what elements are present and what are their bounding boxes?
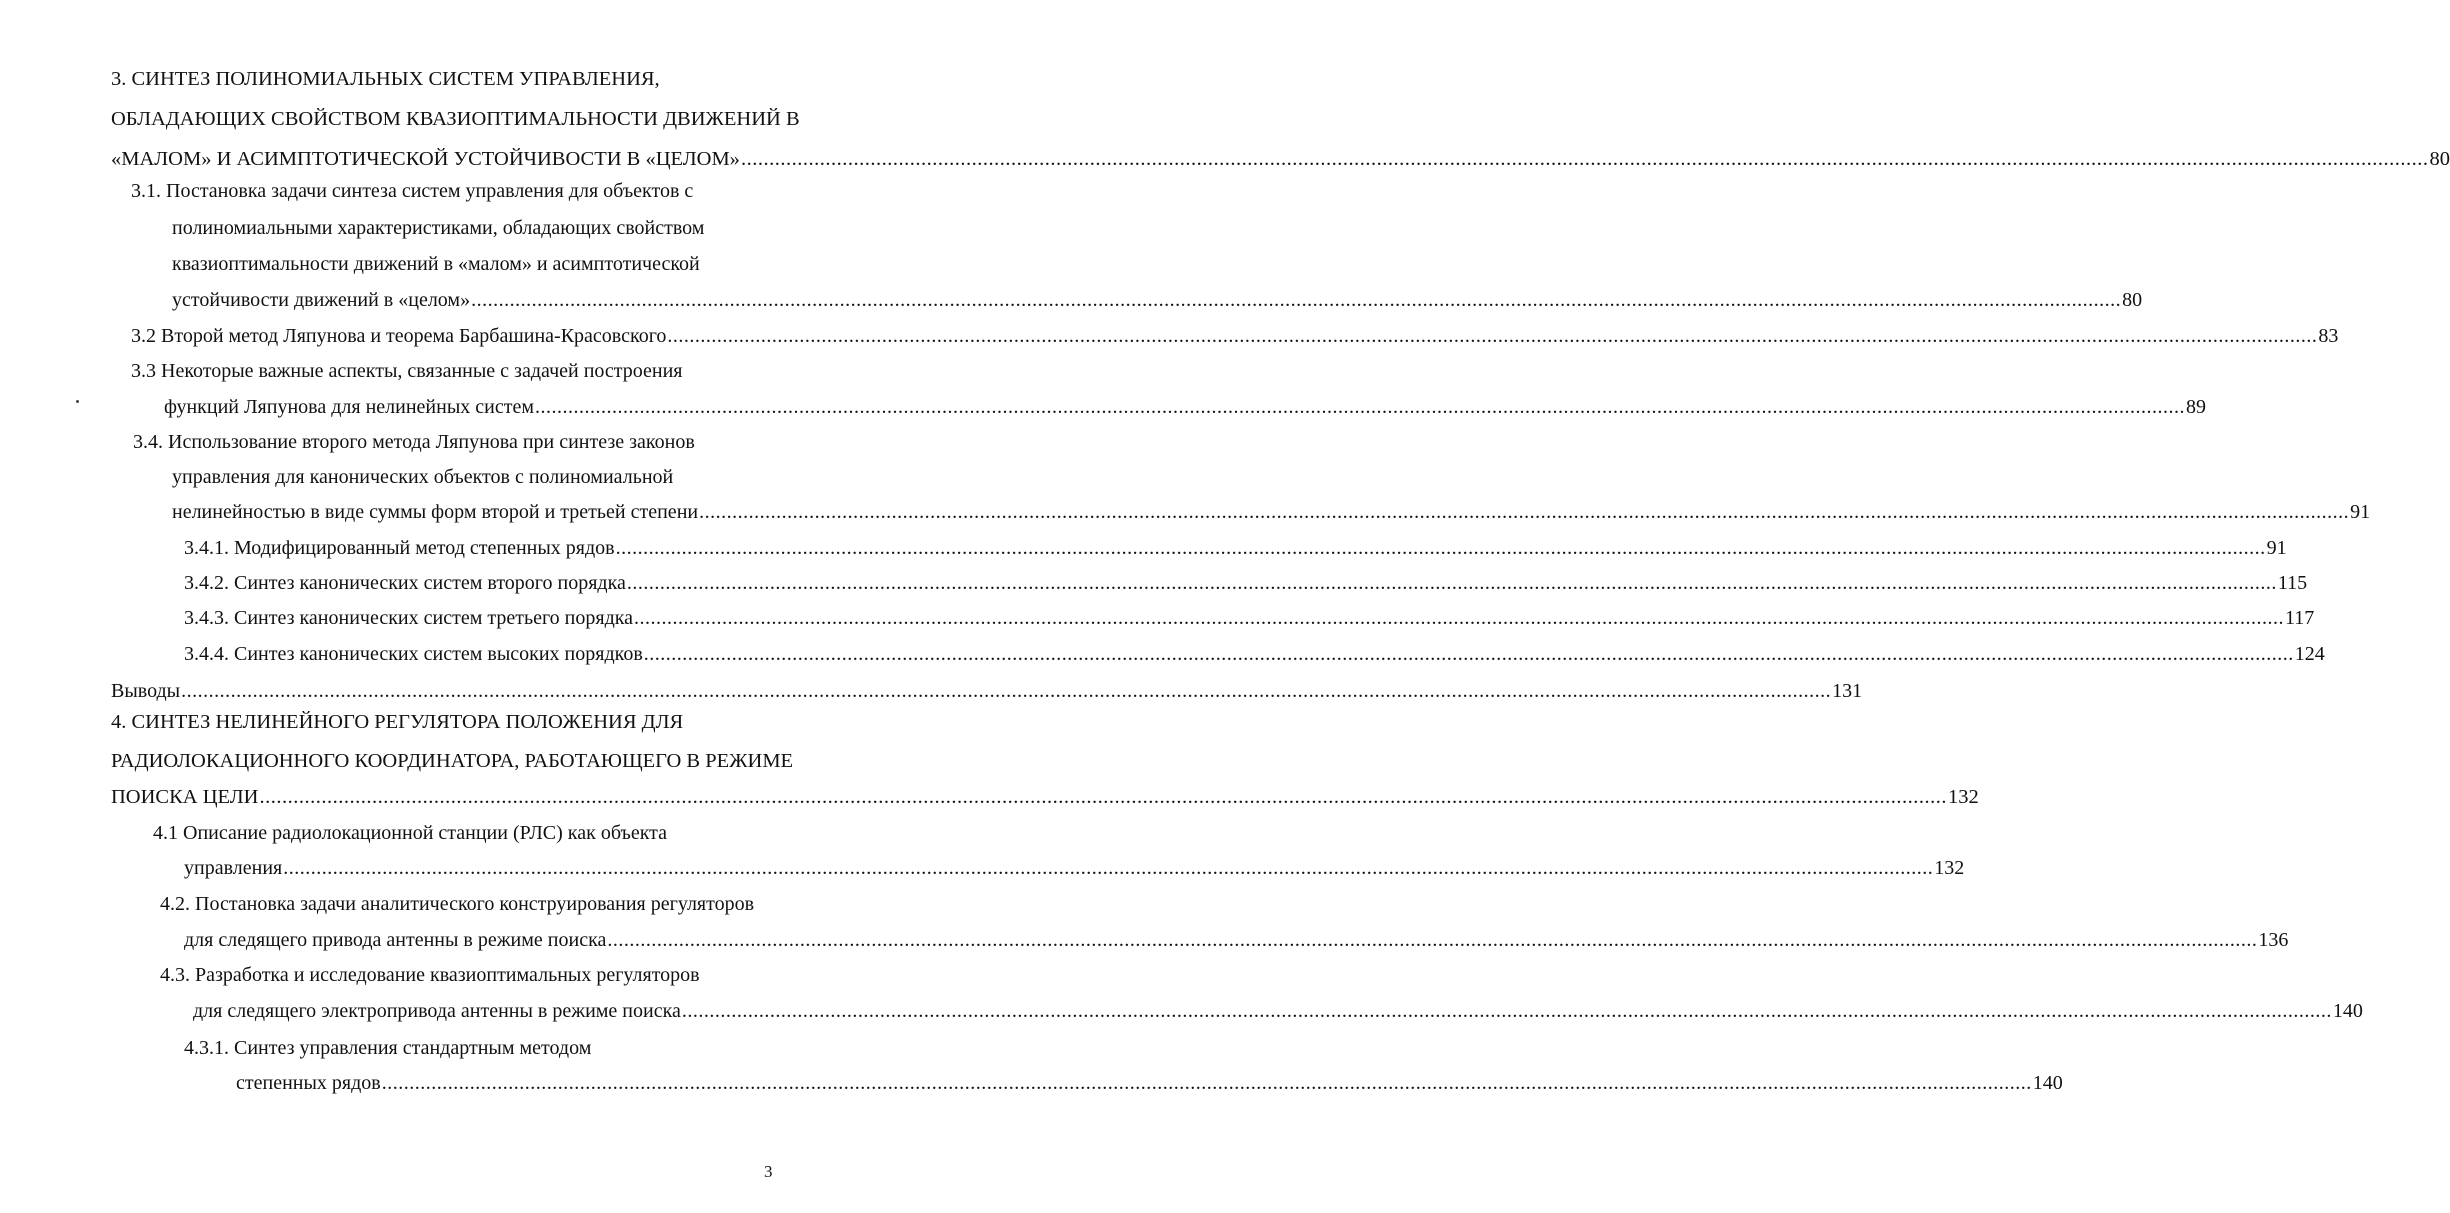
s3-1-title-line4: устойчивости движений в «целом» bbox=[172, 289, 471, 311]
chapter4-title-line1: 4. СИНТЕЗ НЕЛИНЕЙНОГО РЕГУЛЯТОРА ПОЛОЖЕНИЯ ДЛЯ bbox=[111, 711, 684, 733]
chapter4-title-line3: ПОИСКА ЦЕЛИ bbox=[111, 786, 259, 808]
toc-entry-3-4-1[interactable] bbox=[184, 533, 2287, 563]
page-ref: 131 bbox=[1832, 680, 1863, 702]
s3-4-title-line3: нелинейностью в виде суммы форм второй и третьей степени bbox=[172, 501, 699, 523]
page-ref: 89 bbox=[2186, 396, 2206, 418]
toc-entry-3-4-2[interactable] bbox=[184, 568, 2308, 598]
page-number: 3 bbox=[764, 1162, 773, 1181]
leader-dots: ............................................................................................................................................................................................................................................................................................................ bbox=[607, 929, 2258, 951]
toc-entry-4-3[interactable] bbox=[193, 996, 2363, 1026]
s3-4-4-title: 3.4.4. Синтез канонических систем высоких порядков bbox=[184, 643, 643, 665]
s3-3-title-line1: 3.3 Некоторые важные аспекты, связанные с задачей построения bbox=[131, 360, 683, 382]
toc-entry-chapter4[interactable] bbox=[111, 782, 1979, 812]
page-ref: 91 bbox=[2266, 537, 2287, 559]
toc-entry-3-1[interactable] bbox=[172, 285, 2143, 315]
toc-entry-conclusions[interactable] bbox=[111, 676, 1863, 706]
leader-dots: ............................................................................................................................................................................................................................................................................................................ bbox=[740, 148, 2429, 170]
toc-entry-4-2[interactable] bbox=[184, 925, 2289, 955]
page-ref: 117 bbox=[2285, 607, 2315, 629]
s4-2-title-line2: для следящего привода антенны в режиме поиска bbox=[184, 929, 607, 951]
leader-dots: ............................................................................................................................................................................................................................................................................................................ bbox=[259, 786, 1947, 808]
leader-dots: ............................................................................................................................................................................................................................................................................................................ bbox=[181, 680, 1832, 702]
toc-entry-3-3[interactable] bbox=[164, 392, 2206, 422]
s3-4-title-line1: 3.4. Использование второго метода Ляпунова при синтезе законов bbox=[133, 431, 695, 453]
chapter3-title-line1: 3. СИНТЕЗ ПОЛИНОМИАЛЬНЫХ СИСТЕМ УПРАВЛЕНИЯ, bbox=[111, 68, 660, 90]
page-ref: 80 bbox=[2429, 148, 2450, 170]
leader-dots: ............................................................................................................................................................................................................................................................................................................ bbox=[699, 501, 2350, 523]
page-ref: 140 bbox=[2332, 1000, 2363, 1022]
s4-3-1-title-line2: степенных рядов bbox=[236, 1072, 381, 1094]
toc-entry-3-4-4[interactable] bbox=[184, 639, 2325, 669]
stray-mark bbox=[76, 400, 79, 403]
s4-3-title-line1: 4.3. Разработка и исследование квазиоптимальных регуляторов bbox=[160, 964, 700, 986]
leader-dots: ............................................................................................................................................................................................................................................................................................................ bbox=[667, 325, 2318, 347]
page-ref: 136 bbox=[2258, 929, 2289, 951]
conclusions-title: Выводы bbox=[111, 680, 181, 702]
toc-entry-4-1[interactable] bbox=[184, 853, 1965, 883]
leader-dots: ............................................................................................................................................................................................................................................................................................................ bbox=[615, 537, 2266, 559]
toc-entry-3-2[interactable] bbox=[131, 321, 2339, 351]
page-ref: 132 bbox=[1934, 857, 1965, 879]
page-ref: 132 bbox=[1947, 786, 1979, 808]
leader-dots: ............................................................................................................................................................................................................................................................................................................ bbox=[535, 396, 2185, 418]
leader-dots: ............................................................................................................................................................................................................................................................................................................ bbox=[626, 572, 2277, 594]
s3-1-title-line1: 3.1. Постановка задачи синтеза систем управления для объектов с bbox=[131, 180, 694, 202]
chapter3-title-line3: «МАЛОМ» И АСИМПТОТИЧЕСКОЙ УСТОЙЧИВОСТИ В «ЦЕЛОМ» bbox=[111, 148, 740, 170]
s4-3-title-line2: для следящего электропривода антенны в режиме поиска bbox=[193, 1000, 681, 1022]
s3-4-2-title: 3.4.2. Синтез канонических систем второго порядка bbox=[184, 572, 626, 594]
s3-4-3-title: 3.4.3. Синтез канонических систем третьего порядка bbox=[184, 607, 634, 629]
page-ref: 115 bbox=[2277, 572, 2308, 594]
toc-entry-3-4[interactable] bbox=[172, 497, 2371, 527]
s3-3-title-line2: функций Ляпунова для нелинейных систем bbox=[164, 396, 534, 418]
chapter4-title-line2: РАДИОЛОКАЦИОННОГО КООРДИНАТОРА, РАБОТАЮЩЕГО В РЕЖИМЕ bbox=[111, 750, 794, 772]
leader-dots: ............................................................................................................................................................................................................................................................................................................ bbox=[381, 1072, 2032, 1094]
leader-dots: ............................................................................................................................................................................................................................................................................................................ bbox=[283, 857, 1934, 879]
s4-3-1-title-line1: 4.3.1. Синтез управления стандартным методом bbox=[184, 1037, 592, 1059]
s3-1-title-line2: полиномиальными характеристиками, обладающих свойством bbox=[172, 217, 705, 239]
leader-dots: ............................................................................................................................................................................................................................................................................................................ bbox=[681, 1000, 2332, 1022]
page-ref: 124 bbox=[2294, 643, 2325, 665]
toc-entry-chapter3[interactable] bbox=[111, 144, 2450, 174]
s4-1-title-line1: 4.1 Описание радиолокационной станции (РЛС) как объекта bbox=[153, 822, 668, 844]
s4-2-title-line1: 4.2. Постановка задачи аналитического конструирования регуляторов bbox=[160, 893, 755, 915]
page-ref: 80 bbox=[2122, 289, 2143, 311]
s3-4-1-title: 3.4.1. Модифицированный метод степенных рядов bbox=[184, 537, 615, 559]
s3-2-title: 3.2 Второй метод Ляпунова и теорема Барбашина-Красовского bbox=[131, 325, 667, 347]
s3-4-title-line2: управления для канонических объектов с полиномиальной bbox=[172, 466, 674, 488]
leader-dots: ............................................................................................................................................................................................................................................................................................................ bbox=[634, 607, 2285, 629]
toc-entry-3-4-3[interactable] bbox=[184, 603, 2315, 633]
page-ref: 83 bbox=[2318, 325, 2339, 347]
leader-dots: ............................................................................................................................................................................................................................................................................................................ bbox=[471, 289, 2122, 311]
s4-1-title-line2: управления bbox=[184, 857, 283, 879]
page-ref: 91 bbox=[2350, 501, 2371, 523]
page-ref: 140 bbox=[2032, 1072, 2063, 1094]
s3-1-title-line3: квазиоптимальности движений в «малом» и асимптотической bbox=[172, 253, 700, 275]
toc-entry-4-3-1[interactable] bbox=[236, 1068, 2063, 1098]
chapter3-title-line2: ОБЛАДАЮЩИХ СВОЙСТВОМ КВАЗИОПТИМАЛЬНОСТИ ДВИЖЕНИЙ В bbox=[111, 108, 800, 130]
leader-dots: ............................................................................................................................................................................................................................................................................................................ bbox=[643, 643, 2294, 665]
